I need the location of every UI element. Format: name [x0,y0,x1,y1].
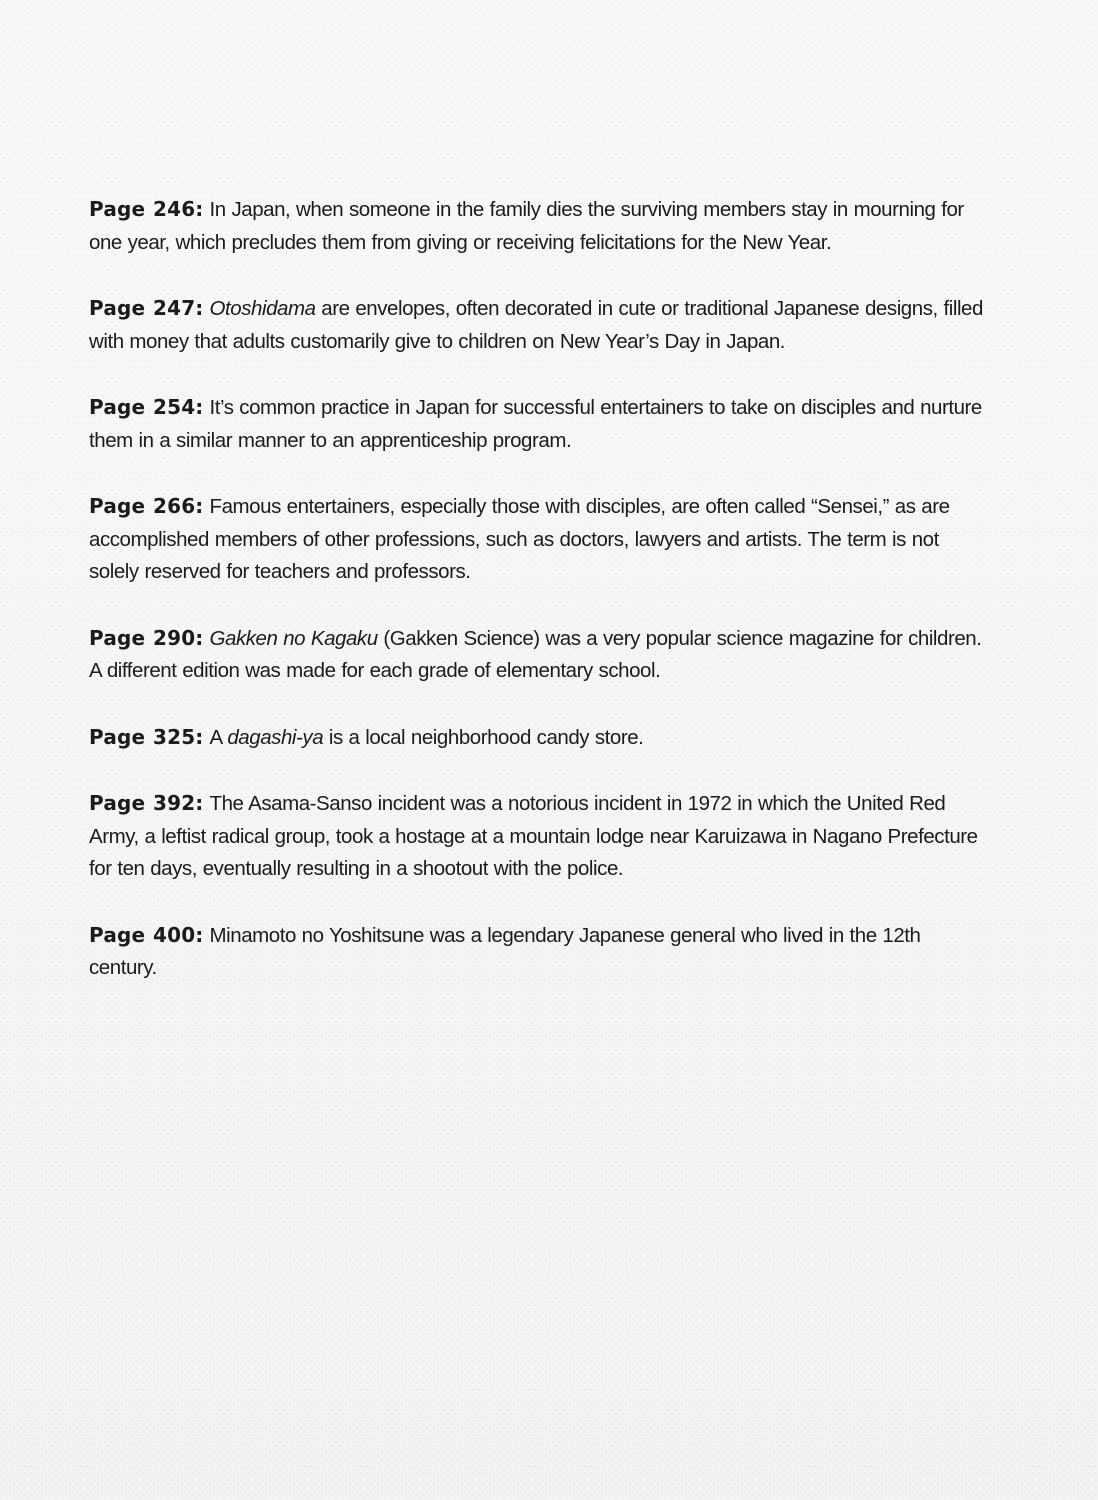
note-label: Page 254: [89,395,204,419]
note-label: Page 392: [89,791,204,815]
note-label: Page 290: [89,625,204,650]
note-label: Page 400: [89,922,204,947]
italic-term: dagashi-ya [227,725,324,749]
translation-notes [89,193,989,1018]
note-text: Otoshidama are envelopes, often decorated in cute or traditional Japanese designs, filled with money that adults customarily give to children on New Year’s Day in Japan. [89,297,983,353]
note-text: Gakken no Kagaku (Gakken Science) was a very popular science magazine for children. A different edition was made for each grade of elementary school. [89,626,982,682]
note-page-247 [89,292,989,358]
note-label: Page 247: [89,296,204,320]
note-page-254 [89,391,989,457]
note-text: In Japan, when someone in the family dies the surviving members stay in mourning for one year, which precludes them from giving or receiving felicitations for the New Year. [89,198,964,254]
italic-term: Otoshidama [209,297,316,320]
note-text: A dagashi-ya is a local neighborhood candy store. [209,725,644,749]
note-page-266 [89,490,989,589]
note-label: Page 246: [89,197,204,221]
note-text: Famous entertainers, especially those with disciples, are often called “Sensei,” as are accomplished members of other professions, such as doctors, lawyers and artists. The term is not solely reserved for teachers and professors. [89,495,950,583]
note-text: It’s common practice in Japan for successful entertainers to take on disciples and nurture them in a similar manner to an apprenticeship program. [89,396,982,452]
note-page-246 [89,193,989,259]
note-label: Page 266: [89,494,204,518]
note-page-392 [89,787,989,886]
note-page-325 [89,721,989,755]
note-text: The Asama-Sanso incident was a notorious incident in 1972 in which the United Red Army, a leftist radical group, took a hostage at a mountain lodge near Karuizawa in Nagano Prefecture for ten days, eventually resulting in a shootout with the police. [89,792,978,880]
note-text: Minamoto no Yoshitsune was a legendary Japanese general who lived in the 12th century. [89,923,921,979]
note-page-290 [89,622,989,688]
note-page-400 [89,919,989,985]
note-label: Page 325: [89,724,204,749]
italic-term: Gakken no Kagaku [209,626,378,650]
